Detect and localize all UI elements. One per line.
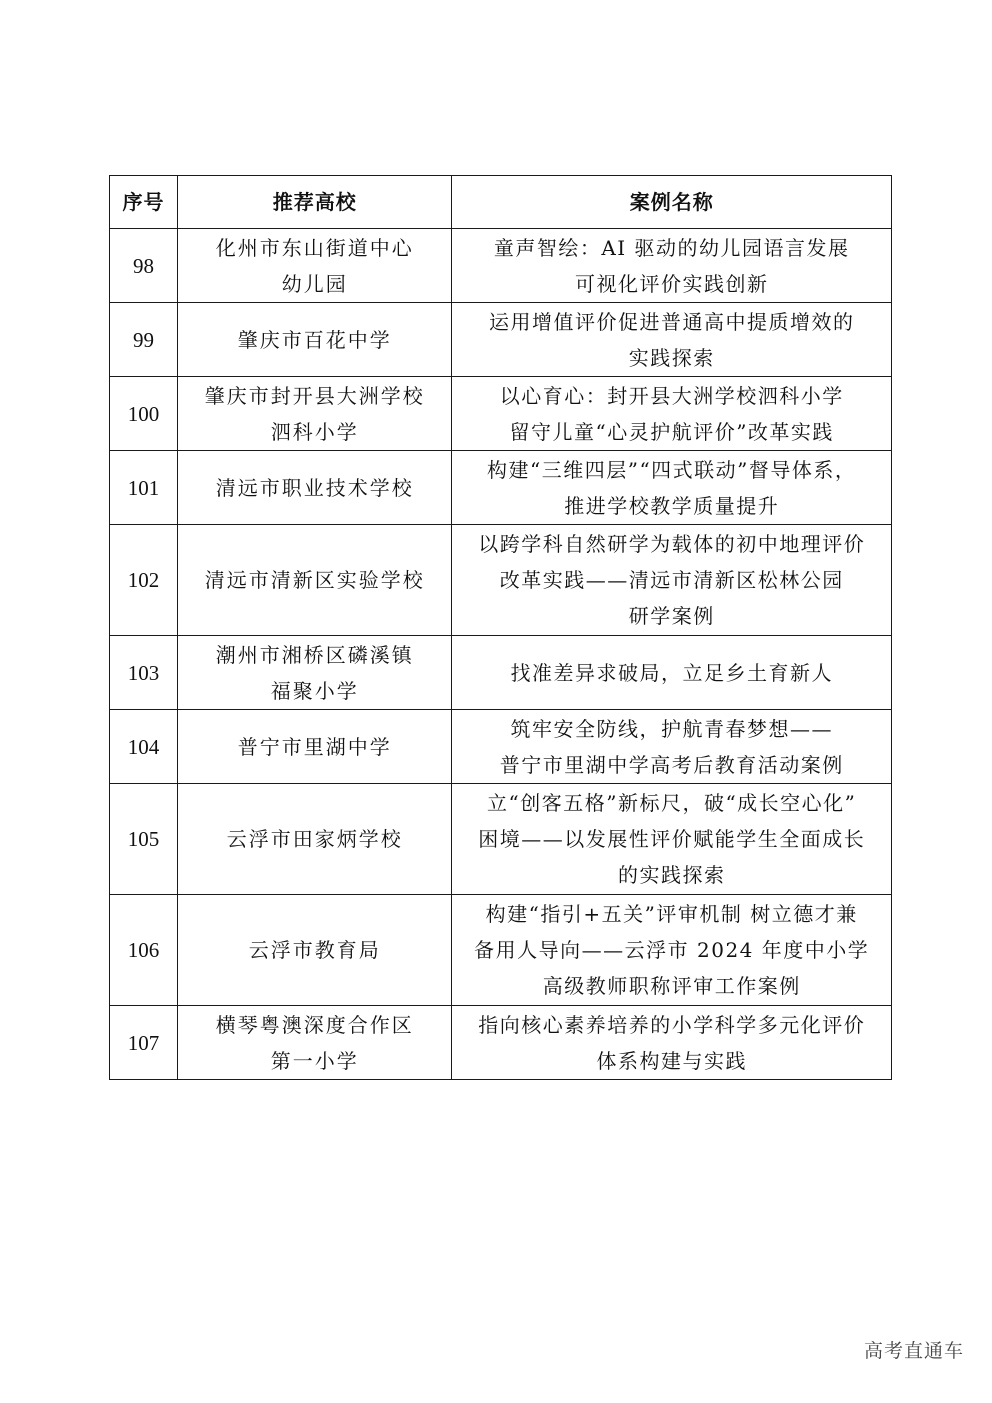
case-list-table [109,175,892,1080]
row-num: 106 [110,895,178,1006]
school-line: 普宁市里湖中学 [237,734,392,759]
table-row [110,636,892,710]
table-row [110,229,892,303]
school-line: 福聚小学 [270,678,359,703]
case-line: 高级教师职称评审工作案例 [542,974,801,998]
row-num: 101 [110,451,178,525]
row-school [178,710,452,784]
row-case [452,710,892,784]
row-school [178,1006,452,1080]
case-line: 筑牢安全防线，护航青春梦想—— [510,716,833,741]
case-line: 研学案例 [628,604,715,628]
case-line: 备用人导向——云浮市 2024 年度中小学 [474,938,870,962]
table-row [110,377,892,451]
row-school [178,229,452,303]
school-line: 化州市东山街道中心 [215,235,414,260]
table-row [110,303,892,377]
row-school [178,451,452,525]
row-school [178,636,452,710]
case-line: 的实践探索 [617,863,726,887]
case-line: 构建“指引+五关”评审机制 树立德才兼 [485,902,858,926]
row-num: 99 [110,303,178,377]
watermark-text: 高考直通车 [863,1340,964,1362]
case-line: 以心育心：封开县大洲学校泗科小学 [499,383,844,408]
table-row [110,710,892,784]
row-case [452,303,892,377]
row-school [178,784,452,895]
school-line: 云浮市田家炳学校 [226,827,403,851]
row-case [452,895,892,1006]
table-row [110,525,892,636]
school-line: 肇庆市封开县大洲学校 [204,383,425,408]
row-case [452,784,892,895]
case-line: 推进学校教学质量提升 [564,493,780,518]
row-num: 102 [110,525,178,636]
case-line: 实践探索 [628,345,715,370]
row-num: 107 [110,1006,178,1080]
school-line: 肇庆市百花中学 [237,327,392,352]
row-school [178,303,452,377]
school-line: 幼儿园 [281,271,348,296]
header-num: 序号 [110,176,178,229]
row-case [452,1006,892,1080]
row-case [452,451,892,525]
table-header-row [110,176,892,229]
case-line: 构建“三维四层”“四式联动”督导体系， [487,457,857,482]
row-case [452,377,892,451]
school-line: 横琴粤澳深度合作区 [215,1012,414,1037]
school-line: 云浮市教育局 [248,938,381,962]
school-line: 潮州市湘桥区磷溪镇 [215,642,414,667]
row-num: 104 [110,710,178,784]
case-line: 找准差异求破局，立足乡土育新人 [510,660,833,685]
row-case [452,636,892,710]
header-school: 推荐高校 [178,176,452,229]
table-row [110,784,892,895]
table-row [110,895,892,1006]
case-line: 困境——以发展性评价赋能学生全面成长 [478,827,866,851]
header-case: 案例名称 [452,176,892,229]
school-line: 第一小学 [270,1048,359,1073]
case-line: 可视化评价实践创新 [574,271,769,296]
row-school [178,895,452,1006]
row-num: 105 [110,784,178,895]
row-school [178,525,452,636]
case-line: 改革实践——清远市清新区松林公园 [499,568,844,592]
case-line: 运用增值评价促进普通高中提质增效的 [488,309,855,334]
case-line: 普宁市里湖中学高考后教育活动案例 [499,752,844,777]
case-line: 指向核心素养培养的小学科学多元化评价 [478,1012,866,1037]
table-row [110,451,892,525]
case-line: 体系构建与实践 [596,1048,747,1073]
row-num: 98 [110,229,178,303]
case-line: 留守儿童“心灵护航评价”改革实践 [509,419,834,444]
row-school [178,377,452,451]
case-line: 童声智绘：AI 驱动的幼儿园语言发展 [493,235,850,260]
school-line: 清远市清新区实验学校 [204,568,425,592]
case-line: 以跨学科自然研学为载体的初中地理评价 [478,532,866,556]
row-case [452,525,892,636]
school-line: 清远市职业技术学校 [215,475,414,500]
case-line: 立“创客五格”新标尺，破“成长空心化” [487,791,857,815]
row-num: 100 [110,377,178,451]
row-case [452,229,892,303]
table-row [110,1006,892,1080]
row-num: 103 [110,636,178,710]
school-line: 泗科小学 [270,419,359,444]
